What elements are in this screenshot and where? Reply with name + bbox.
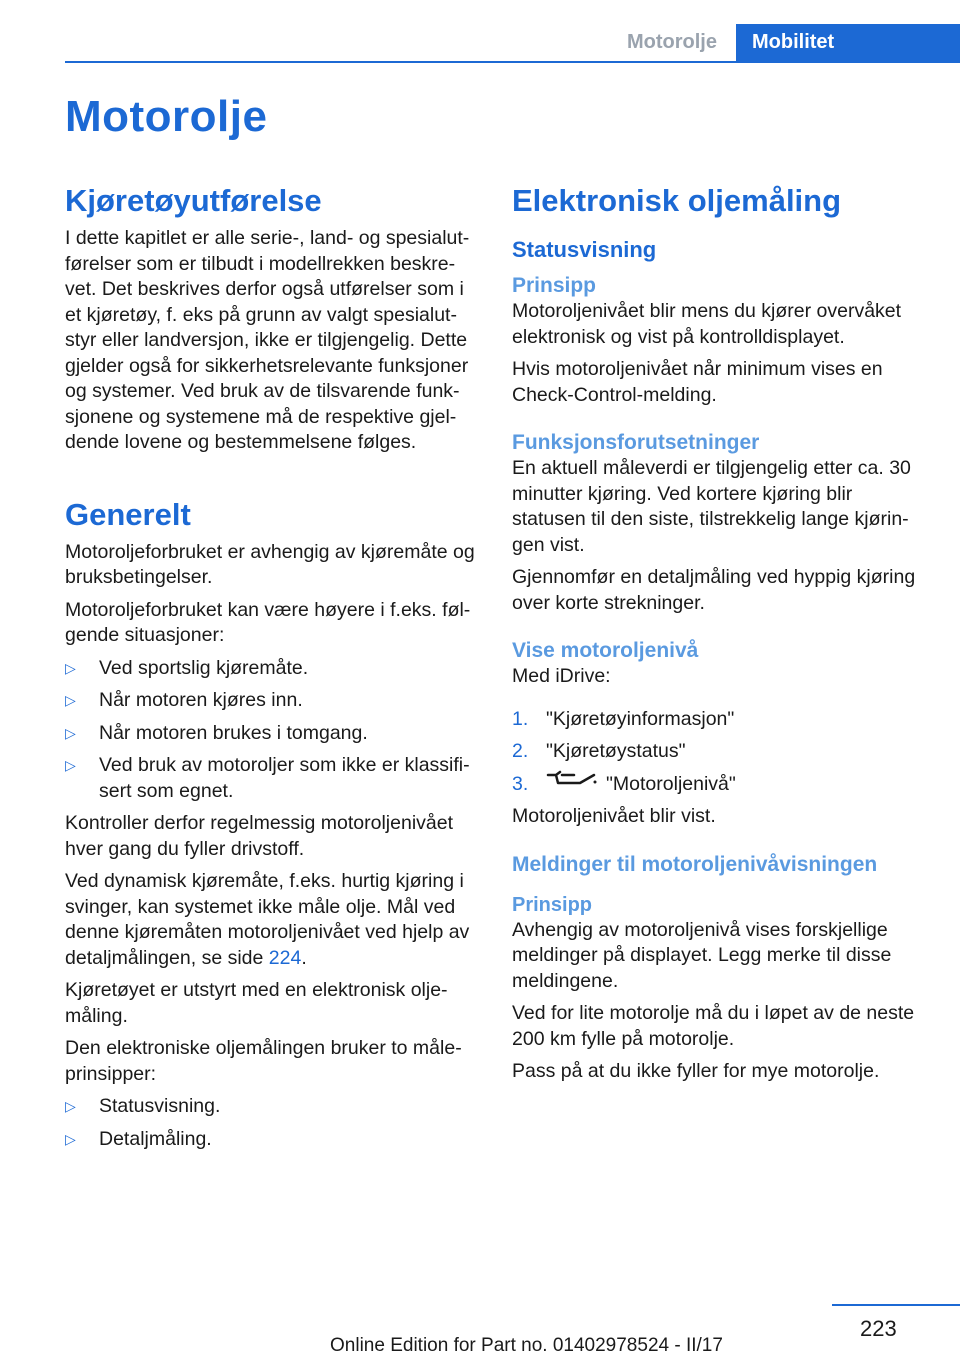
triangle-bullet-icon: ▷ [65,724,76,741]
bullet-list [65,1094,477,1152]
paragraph: Motoroljenivået blir vist. [512,805,716,827]
page-reference-link[interactable]: 224 [268,946,302,969]
paragraph: Gjennomfør en detaljmåling ved hyppig kjøring over korte strekninger. [512,566,916,614]
paragraph: Med iDrive: [512,665,611,687]
paragraph: Ved dynamisk kjøremåte, f.eks. hurtig kjøring i svinger, kan systemet ikke måle olje. Mål ved denne kjøremåten motoroljenivået ved hjelp av detaljmålingen, se side 224. [65,870,470,969]
heading-funksjonsforutsetninger: Funksjonsforutsetninger [512,431,760,454]
step-list [512,707,927,798]
heading-prinsipp: Prinsipp [512,274,597,297]
paragraph: Motoroljeforbruket er avhengig av kjøremåte og bruksbetingelser. [65,540,475,588]
list-item: ▷ Ved sportslig kjøremåte. [65,656,477,682]
triangle-bullet-icon: ▷ [65,692,76,708]
heading-prinsipp-2: Prinsipp [512,893,593,916]
paragraph-kjoretoyutforelse: I dette kapitlet er alle serie-, land- og spesialut-førelser som er tilbudt i modellrekken beskre-vet. Det beskrives derfor også utførelser som i et kjøretøy, f. eks på grunn av valgt spesialut-styr eller landversjon, ikke er tilgjengelig. Dette gjelder også for sikkerhetsrelevante funksjoner og systemer. Ved bruk av de tilsvarende funk-sjonene og systemene må de respektive gjel-dende lovene og bestemmelsene følges. [65,227,470,453]
paragraph: Motoroljenivået blir mens du kjører overvåket elektronisk og vist på kontrolldisplayet. [512,300,902,348]
list-item: ▷ Ved bruk av motoroljer som ikke er klassifi-sert som egnet. [65,754,470,802]
list-item: ▷ Når motoren brukes i tomgang. [65,721,477,747]
paragraph: Ved for lite motorolje må du i løpet av de neste 200 km fylle på motorolje. [512,1002,915,1050]
triangle-bullet-icon: ▷ [65,757,76,773]
left-column [65,182,477,1159]
page-number: 223 [860,1316,897,1341]
header-tab-chapter: Mobilitet [736,24,960,62]
header-rule [65,61,960,63]
paragraph: Hvis motoroljenivået når minimum vises en Check-Control-melding. [512,358,883,406]
heading-generelt: Generelt [65,496,191,532]
paragraph: Motoroljeforbruket kan være høyere i f.eks. føl-gende situasjoner: [65,598,471,646]
paragraph: Den elektroniske oljemålingen bruker to måle-prinsipper: [65,1037,462,1085]
list-item: ▷ Detaljmåling. [65,1127,477,1153]
heading-elektronisk-oljemaling: Elektronisk oljemåling [512,183,842,218]
paragraph: Avhengig av motoroljenivå vises forskjellige meldinger på displayet. Legg merke til disse meldingene. [512,918,892,992]
bullet-list [65,656,477,805]
paragraph: Pass på at du ikke fyller for mye motorolje. [512,1060,880,1082]
heading-meldinger: Meldinger til motoroljenivåvisningen [512,852,878,876]
oil-can-icon [546,770,598,796]
edition-footer: Online Edition for Part no. 01402978524 - II/17 [330,1335,723,1356]
list-item: ▷ Statusvisning. [65,1094,477,1120]
list-item: 1. "Kjøretøyinformasjon" [512,707,735,730]
heading-kjoretoyutforelse: Kjøretøyutførelse [65,183,322,218]
triangle-bullet-icon: ▷ [65,659,76,676]
list-item: 2. "Kjøretøystatus" [512,740,686,762]
right-column [512,182,927,1092]
footer-rule [832,1304,960,1306]
heading-vise-motoroljeniva: Vise motoroljenivå [512,639,699,662]
header-tab-section: Motorolje [627,31,717,53]
triangle-bullet-icon: ▷ [65,1130,76,1147]
triangle-bullet-icon: ▷ [65,1098,76,1114]
heading-statusvisning: Statusvisning [512,237,657,262]
paragraph: Kjøretøyet er utstyrt med en elektronisk olje-måling. [65,979,448,1027]
page-title: Motorolje [65,92,268,141]
paragraph: Kontroller derfor regelmessig motoroljenivået hver gang du fyller drivstoff. [65,812,454,860]
list-item: 3. "Motoroljenivå" [512,772,927,798]
paragraph: En aktuell måleverdi er tilgjengelig etter ca. 30 minutter kjøring. Ved kortere kjøring blir statusen til den siste, tilstrekkelig lange kjørin-gen vist. [512,457,911,556]
list-item: ▷ Når motoren kjøres inn. [65,688,477,714]
